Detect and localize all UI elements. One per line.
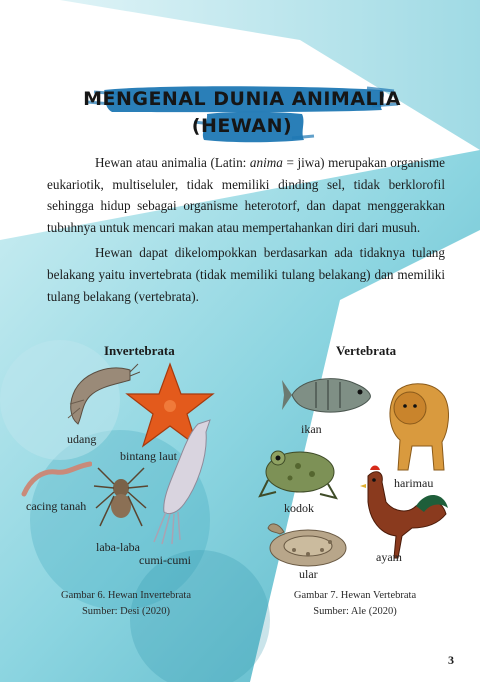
label-udang: udang <box>67 432 97 446</box>
paragraph-1: Hewan atau animalia (Latin: anima = jiwa) merupakan organisme eukariotik, multiseluler, tidak memiliki dinding sel, tidak berklorofil sehingga hidup sebagai organisme heterotorf, dan dapat menggerakkan tubuhnya untuk mencari makan atau mempertahankan diri dari musuh. <box>47 155 445 235</box>
label-laba-laba: laba-laba <box>96 540 140 554</box>
label-cumi-cumi: cumi-cumi <box>139 553 191 567</box>
label-bintang-laut: bintang laut <box>120 449 177 463</box>
caption-vertebrata-source: Sumber: Ale (2020) <box>313 606 397 617</box>
vertebrata-heading: Vertebrata <box>336 343 397 358</box>
label-harimau: harimau <box>394 476 434 490</box>
caption-vertebrata <box>280 588 430 620</box>
fish-icon <box>282 370 374 420</box>
label-ayam: ayam <box>376 550 402 564</box>
title-line-2: (HEWAN) <box>191 115 293 137</box>
body-text <box>47 152 445 311</box>
label-kodok: kodok <box>284 501 314 515</box>
caption-vertebrata-title: Gambar 7. Hewan Vertebrata <box>293 590 417 601</box>
caption-invertebrata <box>48 588 204 620</box>
worm-icon <box>20 460 92 500</box>
page-title <box>82 86 402 140</box>
snake-icon <box>264 514 350 570</box>
frog-icon <box>258 440 338 500</box>
italic-term: anima <box>249 155 283 170</box>
paragraph-2: Hewan dapat dikelompokkan berdasarkan ada tidaknya tulang belakang yaitu invertebrata (tidak memiliki tulang belakang) dan memiliki tulang belakang (vertebrata). <box>47 245 445 304</box>
invertebrata-heading: Invertebrata <box>104 343 175 358</box>
caption-invertebrata-title: Gambar 6. Hewan Invertebrata <box>60 590 192 601</box>
tiger-icon <box>378 380 454 474</box>
title-block <box>82 82 402 144</box>
squid-icon <box>150 418 220 546</box>
caption-invertebrata-source: Sumber: Desi (2020) <box>81 606 171 617</box>
label-ikan: ikan <box>301 422 322 436</box>
label-ular: ular <box>299 567 318 581</box>
title-line-1: MENGENAL DUNIA ANIMALIA <box>83 88 401 110</box>
spider-icon <box>92 462 150 532</box>
page-number: 3 <box>448 653 454 667</box>
label-cacing-tanah: cacing tanah <box>26 499 87 513</box>
